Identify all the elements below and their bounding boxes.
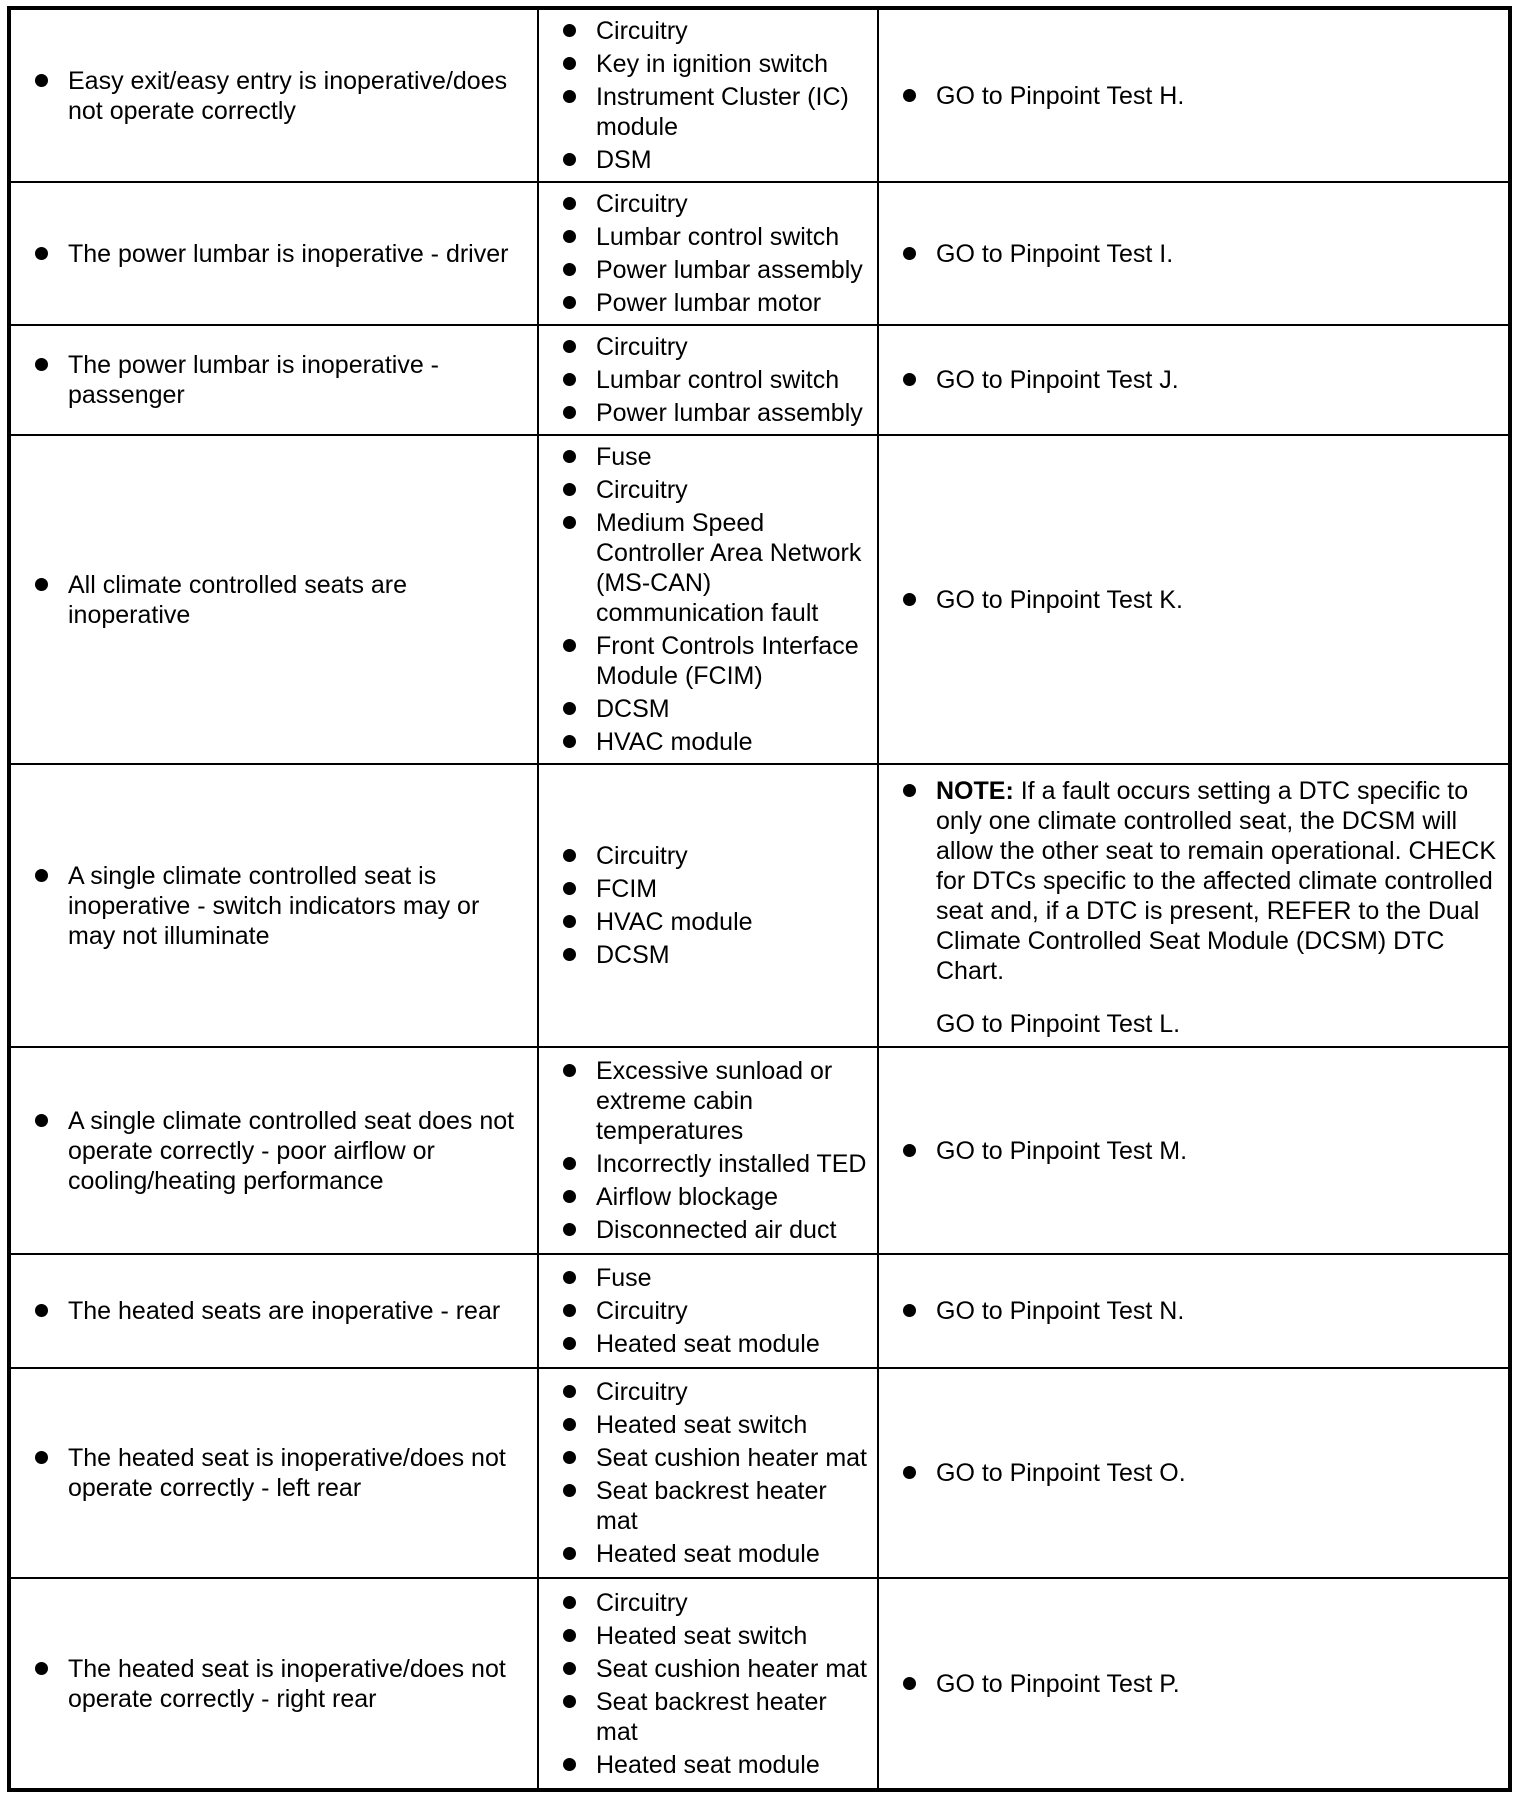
list-item: Heated seat switch (563, 1410, 869, 1440)
symptom-text: The heated seats are inoperative - rear (35, 1296, 529, 1326)
symptom-cell (11, 1578, 538, 1788)
possible-source-cell (538, 325, 878, 435)
list-item: Heated seat switch (563, 1621, 869, 1651)
list-item: Circuitry (563, 475, 869, 505)
symptom-chart-table (11, 10, 1508, 1788)
symptom-cell (11, 1368, 538, 1578)
symptom-cell (11, 10, 538, 182)
symptom-cell (11, 1047, 538, 1254)
list-item: Circuitry (563, 189, 869, 219)
list-item: Heated seat module (563, 1539, 869, 1569)
action-cell (878, 325, 1508, 435)
possible-source-cell (538, 182, 878, 325)
table-row (11, 1578, 1508, 1788)
table-row (11, 764, 1508, 1047)
symptom-cell (11, 1254, 538, 1368)
action-text: GO to Pinpoint Test H. (903, 81, 1500, 111)
action-text: GO to Pinpoint Test I. (903, 239, 1500, 269)
symptom-text: The power lumbar is inoperative - driver (35, 239, 529, 269)
list-item: Seat cushion heater mat (563, 1654, 869, 1684)
list-item: Circuitry (563, 16, 869, 46)
possible-source-cell (538, 1578, 878, 1788)
table-row (11, 435, 1508, 764)
action-cell (878, 764, 1508, 1047)
action-cell (878, 1368, 1508, 1578)
action-cell (878, 10, 1508, 182)
list-item: Airflow blockage (563, 1182, 869, 1212)
action-cell (878, 1254, 1508, 1368)
symptom-text: A single climate controlled seat does not operate correctly - poor airflow or cooling/heating performance (35, 1106, 529, 1196)
action-cell (878, 435, 1508, 764)
action-text: GO to Pinpoint Test K. (903, 585, 1500, 615)
list-item: Circuitry (563, 332, 869, 362)
list-item: Circuitry (563, 1588, 869, 1618)
action-text: GO to Pinpoint Test N. (903, 1296, 1500, 1326)
possible-source-cell (538, 435, 878, 764)
list-item: HVAC module (563, 907, 869, 937)
list-item: Power lumbar assembly (563, 398, 869, 428)
list-item: Circuitry (563, 1377, 869, 1407)
table-row (11, 10, 1508, 182)
list-item: Fuse (563, 1263, 869, 1293)
note-text: If a fault occurs setting a DTC specific to only one climate controlled seat, the DCSM will allow the other seat to remain operational. CHECK for DTCs specific to the affected climate controlled seat and, if a DTC is present, REFER to the Dual Climate Controlled Seat Module (DCSM) DTC Chart. (936, 776, 1497, 985)
symptom-text: The power lumbar is inoperative - passenger (35, 350, 529, 410)
list-item: Fuse (563, 442, 869, 472)
list-item: Heated seat module (563, 1750, 869, 1780)
possible-source-cell (538, 10, 878, 182)
action-cell (878, 182, 1508, 325)
action-cell (878, 1047, 1508, 1254)
list-item: Seat cushion heater mat (563, 1443, 869, 1473)
action-text: GO to Pinpoint Test P. (903, 1669, 1500, 1699)
list-item: DSM (563, 145, 869, 175)
symptom-text: The heated seat is inoperative/does not operate correctly - left rear (35, 1443, 529, 1503)
table-row (11, 1254, 1508, 1368)
symptom-cell (11, 764, 538, 1047)
list-item: HVAC module (563, 727, 869, 757)
list-item: Power lumbar motor (563, 288, 869, 318)
action-text: GO to Pinpoint Test O. (903, 1458, 1500, 1488)
list-item: Heated seat module (563, 1329, 869, 1359)
list-item: Circuitry (563, 1296, 869, 1326)
list-item: DCSM (563, 694, 869, 724)
table-row (11, 325, 1508, 435)
list-item: Seat backrest heater mat (563, 1476, 869, 1536)
symptom-cell (11, 435, 538, 764)
list-item: Incorrectly installed TED (563, 1149, 869, 1179)
symptom-cell (11, 325, 538, 435)
symptom-chart-frame (7, 6, 1512, 1792)
symptom-text: A single climate controlled seat is inoperative - switch indicators may or may not illuminate (35, 861, 529, 951)
possible-source-cell (538, 1047, 878, 1254)
symptom-cell (11, 182, 538, 325)
note-paragraph (903, 776, 1500, 986)
action-text: GO to Pinpoint Test L. (936, 1009, 1181, 1038)
possible-source-cell (538, 764, 878, 1047)
list-item: Key in ignition switch (563, 49, 869, 79)
table-row (11, 182, 1508, 325)
action-cell (878, 1578, 1508, 1788)
list-item: FCIM (563, 874, 869, 904)
action-text: GO to Pinpoint Test M. (903, 1136, 1500, 1166)
list-item: Disconnected air duct (563, 1215, 869, 1245)
symptom-text: All climate controlled seats are inoperative (35, 570, 529, 630)
action-text: GO to Pinpoint Test J. (903, 365, 1500, 395)
symptom-text: The heated seat is inoperative/does not operate correctly - right rear (35, 1654, 529, 1714)
possible-source-cell (538, 1254, 878, 1368)
list-item: DCSM (563, 940, 869, 970)
list-item: Medium Speed Controller Area Network (MS-CAN) communication fault (563, 508, 869, 628)
list-item: Lumbar control switch (563, 222, 869, 252)
list-item: Lumbar control switch (563, 365, 869, 395)
table-row (11, 1047, 1508, 1254)
list-item: Power lumbar assembly (563, 255, 869, 285)
table-row (11, 1368, 1508, 1578)
note-label: NOTE: (936, 776, 1014, 805)
list-item: Excessive sunload or extreme cabin temperatures (563, 1056, 869, 1146)
list-item: Instrument Cluster (IC) module (563, 82, 869, 142)
list-item: Front Controls Interface Module (FCIM) (563, 631, 869, 691)
possible-source-cell (538, 1368, 878, 1578)
list-item: Seat backrest heater mat (563, 1687, 869, 1747)
symptom-text: Easy exit/easy entry is inoperative/does not operate correctly (35, 66, 529, 126)
list-item: Circuitry (563, 841, 869, 871)
